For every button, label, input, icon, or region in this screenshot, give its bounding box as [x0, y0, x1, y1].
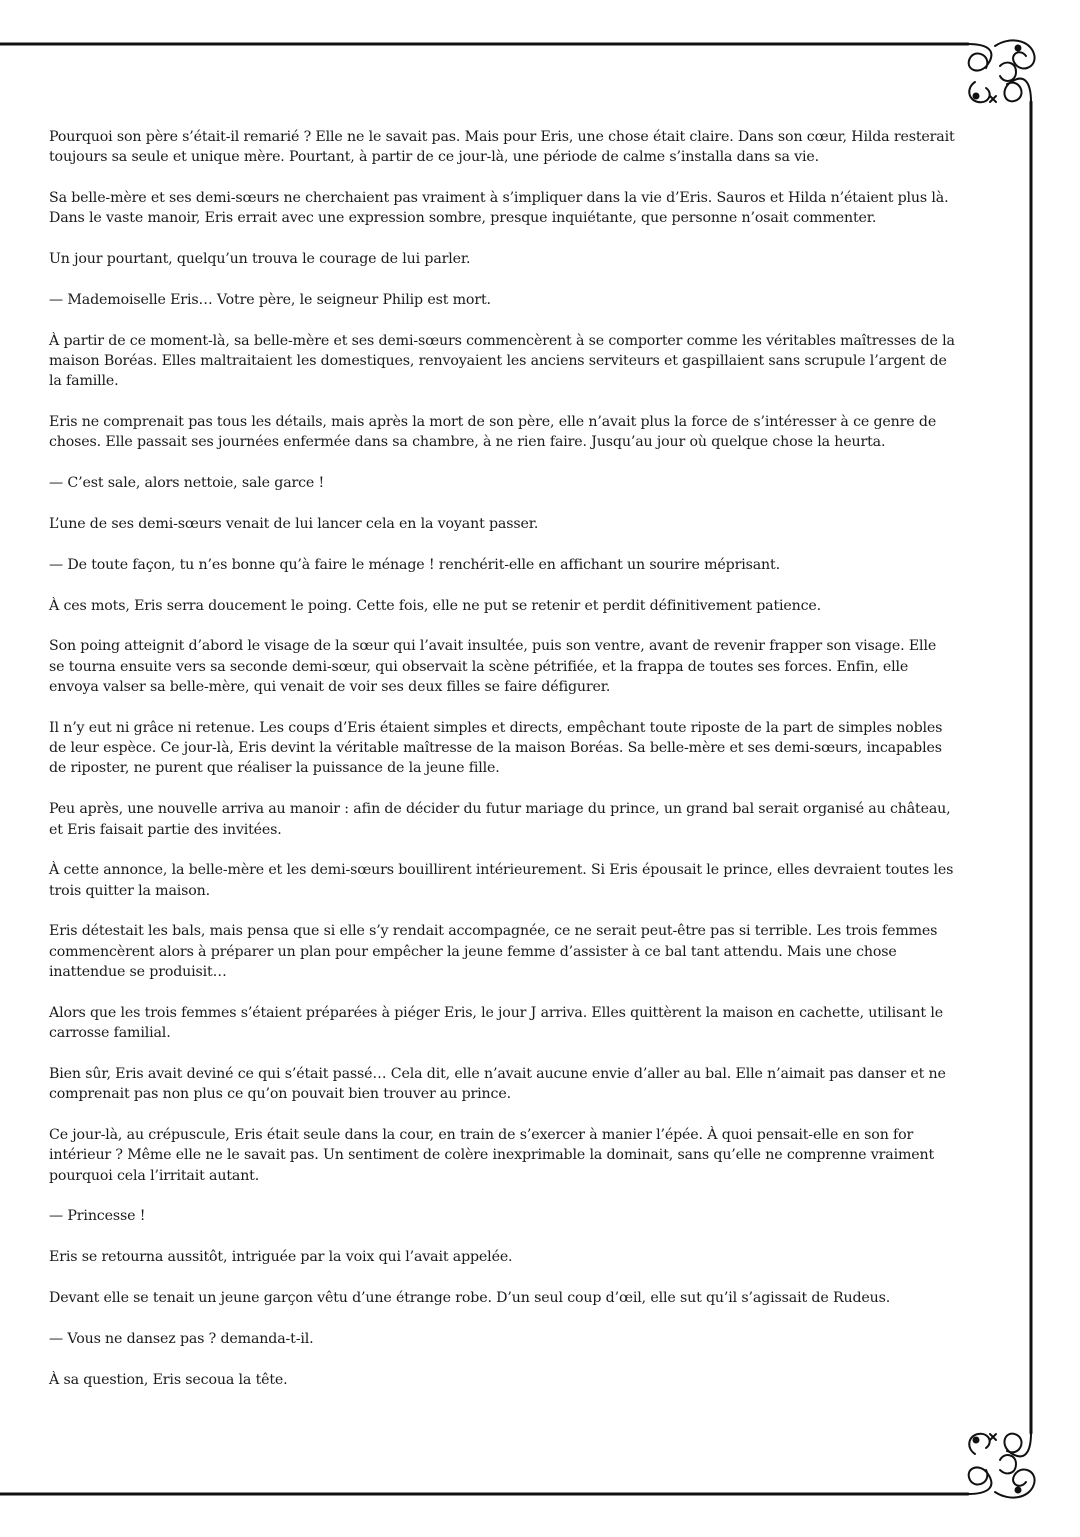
paragraph: Bien sûr, Eris avait deviné ce qui s’était passé… Cela dit, elle n’avait aucune envie d’aller au bal. Elle n’aimait pas danser et ne comprenait pas non plus ce qu’on pouvait bien trouver au prince. — [49, 1065, 946, 1103]
paragraph: Un jour pourtant, quelqu’un trouva le courage de lui parler. — [49, 251, 471, 268]
paragraph: L’une de ses demi-sœurs venait de lui lancer cela en la voyant passer. — [49, 516, 539, 533]
paragraph: — C’est sale, alors nettoie, sale garce ! — [49, 475, 325, 492]
paragraph: Son poing atteignit d’abord le visage de la sœur qui l’avait insultée, puis son ventre, avant de revenir frapper son visage. Elle se tourna ensuite vers sa seconde demi-sœur, qui observait la scène pétrifiée, et la frappa de toutes ses forces. Enfin, elle envoya valser sa belle-mère, qui venait de voir ses deux filles se faire défigurer. — [49, 638, 937, 696]
paragraph: Sa belle-mère et ses demi-sœurs ne cherchaient pas vraiment à s’impliquer dans la vie d’Eris. Sauros et Hilda n’étaient plus là. Dans le vaste manoir, Eris errait avec une expression sombre, presque inquiétante, que personne n’osait commenter. — [49, 190, 949, 227]
paragraph: Devant elle se tenait un jeune garçon vêtu d’une étrange robe. D’un seul coup d’œil, elle sut qu’il s’agissait de Rudeus. — [49, 1289, 891, 1306]
paragraph: — De toute façon, tu n’es bonne qu’à faire le ménage ! renchérit-elle en affichant un sourire méprisant. — [49, 556, 780, 573]
paragraph: À ces mots, Eris serra doucement le poing. Cette fois, elle ne put se retenir et perdit définitivement patience. — [49, 597, 822, 614]
corner-ornament-top-icon — [968, 40, 1035, 102]
paragraph: Alors que les trois femmes s’étaient préparées à piéger Eris, le jour J arriva. Elles quittèrent la maison en cachette, utilisant le carrosse familial. — [49, 1004, 943, 1042]
paragraph: Eris ne comprenait pas tous les détails, mais après la mort de son père, elle n’avait plus la force de s’intéresser à ce genre de choses. Elle passait ses journées enfermée dans sa chambre, à ne rien faire. Jusqu’au jour où quelque chose la heurta. — [49, 414, 937, 451]
paragraph: À sa question, Eris secoua la tête. — [49, 1371, 288, 1388]
paragraph: — Princesse ! — [49, 1208, 146, 1225]
page-body — [49, 127, 955, 1410]
paragraph: Eris se retourna aussitôt, intriguée par la voix qui l’avait appelée. — [49, 1249, 513, 1266]
paragraph: Ce jour-là, au crépuscule, Eris était seule dans la cour, en train de s’exercer à manier l’épée. À quoi pensait-elle en son for intérieur ? Même elle ne le savait pas. Un sentiment de colère inexprimable la dominait, sans qu’elle ne comprenne vraiment pourquoi cela l’irritait autant. — [49, 1127, 935, 1184]
paragraph: — Vous ne dansez pas ? demanda-t-il. — [49, 1330, 314, 1347]
paragraph: Eris détestait les bals, mais pensa que si elle s’y rendait accompagnée, ce ne serait peut-être pas si terrible. Les trois femmes commencèrent alors à préparer un plan pour empêcher la jeune femme d’assister à ce bal tant attendu. Mais une chose inattendue se produisit… — [49, 923, 938, 981]
corner-ornament-bottom-icon — [968, 1433, 1035, 1498]
paragraph: Pourquoi son père s’était-il remarié ? Elle ne le savait pas. Mais pour Eris, une chose était claire. Dans son cœur, Hilda resterait toujours sa seule et unique mère. Pourtant, à partir de ce jour-là, une période de calme s’installa dans sa vie. — [49, 129, 955, 166]
paragraph: — Mademoiselle Eris… Votre père, le seigneur Philip est mort. — [49, 291, 491, 308]
paragraph: À partir de ce moment-là, sa belle-mère et ses demi-sœurs commencèrent à se comporter comme les véritables maîtresses de la maison Boréas. Elles maltraitaient les domestiques, renvoyaient les anciens serviteurs et gaspillaient sans scrupule l’argent de la famille. — [49, 332, 955, 390]
paragraph: À cette annonce, la belle-mère et les demi-sœurs bouillirent intérieurement. Si Eris épousait le prince, elles devraient toutes les trois quitter la maison. — [49, 862, 954, 899]
paragraph: Peu après, une nouvelle arriva au manoir : afin de décider du futur mariage du prince, un grand bal serait organisé au château, et Eris faisait partie des invitées. — [49, 801, 951, 838]
paragraph: Il n’y eut ni grâce ni retenue. Les coups d’Eris étaient simples et directs, empêchant toute riposte de la part de simples nobles de leur espèce. Ce jour-là, Eris devint la véritable maîtresse de la maison Boréas. Sa belle-mère et ses demi-sœurs, incapables de riposter, ne purent que réaliser la puissance de la jeune fille. — [49, 719, 943, 777]
